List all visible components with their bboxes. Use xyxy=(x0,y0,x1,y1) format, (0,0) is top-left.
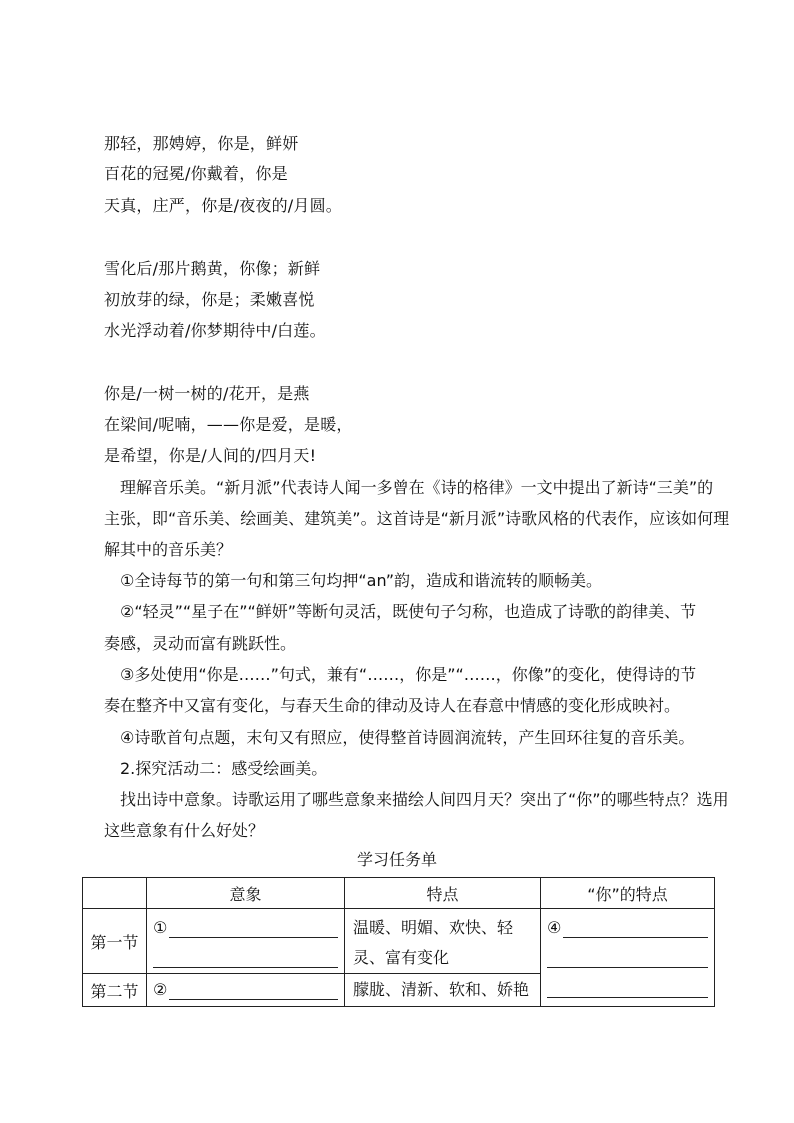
music-intro-line: 主张，即“音乐美、绘画美、建筑美”。这首诗是“新月派”诗歌风格的代表作，应该如何理 xyxy=(104,509,730,528)
table-header-row xyxy=(83,878,715,909)
header-cell-you-features: “你”的特点 xyxy=(541,878,715,909)
point-2-line: 奏感，灵动而富有跳跃性。 xyxy=(104,634,297,653)
poem-line: 初放芽的绿，你是；柔嫩喜悦 xyxy=(104,290,315,309)
table-caption: 学习任务单 xyxy=(356,850,437,869)
activity-heading: 2.探究活动二：感受绘画美。 xyxy=(120,759,328,778)
row-label: 第一节 xyxy=(83,909,147,974)
table-row xyxy=(83,909,715,974)
fill-in-blank[interactable] xyxy=(169,981,338,1000)
poem-line: 是希望，你是/人间的/四月天! xyxy=(104,446,317,465)
poem-line: 水光浮动着/你梦期待中/白莲。 xyxy=(104,321,326,340)
fill-in-blank[interactable] xyxy=(169,919,338,938)
music-intro-line: 理解音乐美。“新月派”代表诗人闻一多曾在《诗的格律》一文中提出了新诗“三美”的 xyxy=(120,478,714,497)
header-cell-empty xyxy=(83,878,147,909)
poem-line: 在梁间/呢喃，——你是爱，是暖， xyxy=(104,415,353,434)
features-text: 灵、富有变化 xyxy=(353,948,450,967)
item-marker: ① xyxy=(153,918,168,937)
features-cell xyxy=(345,909,541,974)
point-3-line: ③多处使用“你是……”句式，兼有“……，你是”“……，你像”的变化，使得诗的节 xyxy=(120,665,697,684)
fill-in-blank[interactable] xyxy=(547,979,708,998)
fill-in-blank[interactable] xyxy=(547,949,708,968)
music-intro-line: 解其中的音乐美？ xyxy=(104,540,233,559)
header-cell-imagery: 意象 xyxy=(147,878,345,909)
poem-line: 天真，庄严，你是/夜夜的/月圆。 xyxy=(104,196,342,215)
you-features-cell xyxy=(541,909,715,1007)
poem-line: 雪化后/那片鹅黄，你像；新鲜 xyxy=(104,259,321,278)
point-4: ④诗歌首句点题，末句又有照应，使得整首诗圆润流转，产生回环往复的音乐美。 xyxy=(120,728,695,747)
point-3-line: 奏在整齐中又富有变化，与春天生命的律动及诗人在春意中情感的变化形成映衬。 xyxy=(104,696,681,715)
question-line: 这些意象有什么好处？ xyxy=(104,821,265,840)
poem-line: 百花的冠冕/你戴着，你是 xyxy=(104,164,288,183)
features-text: 温暖、明媚、欢快、轻 xyxy=(353,918,514,937)
poem-line: 你是/一树一树的/花开，是燕 xyxy=(104,384,310,403)
fill-in-blank[interactable] xyxy=(563,919,708,938)
features-text: 朦胧、清新、软和、娇艳 xyxy=(353,980,530,999)
question-line: 找出诗中意象。诗歌运用了哪些意象来描绘人间四月天？突出了“你”的哪些特点？选用 xyxy=(120,790,729,809)
fill-in-blank[interactable] xyxy=(153,949,338,968)
item-marker: ② xyxy=(153,980,168,999)
header-cell-features: 特点 xyxy=(345,878,541,909)
task-table xyxy=(82,877,715,1007)
imagery-cell xyxy=(147,974,345,1007)
features-cell xyxy=(345,974,541,1007)
point-1: ①全诗每节的第一句和第三句均押“an”韵，造成和谐流转的顺畅美。 xyxy=(120,571,602,590)
imagery-cell xyxy=(147,909,345,974)
point-2-line: ②“轻灵”“星子在”“鲜妍”等断句灵活，既使句子匀称，也造成了诗歌的韵律美、节 xyxy=(120,602,697,621)
item-marker: ④ xyxy=(547,918,562,937)
poem-line: 那轻，那娉婷，你是，鲜妍 xyxy=(104,134,299,153)
row-label: 第二节 xyxy=(83,974,147,1007)
